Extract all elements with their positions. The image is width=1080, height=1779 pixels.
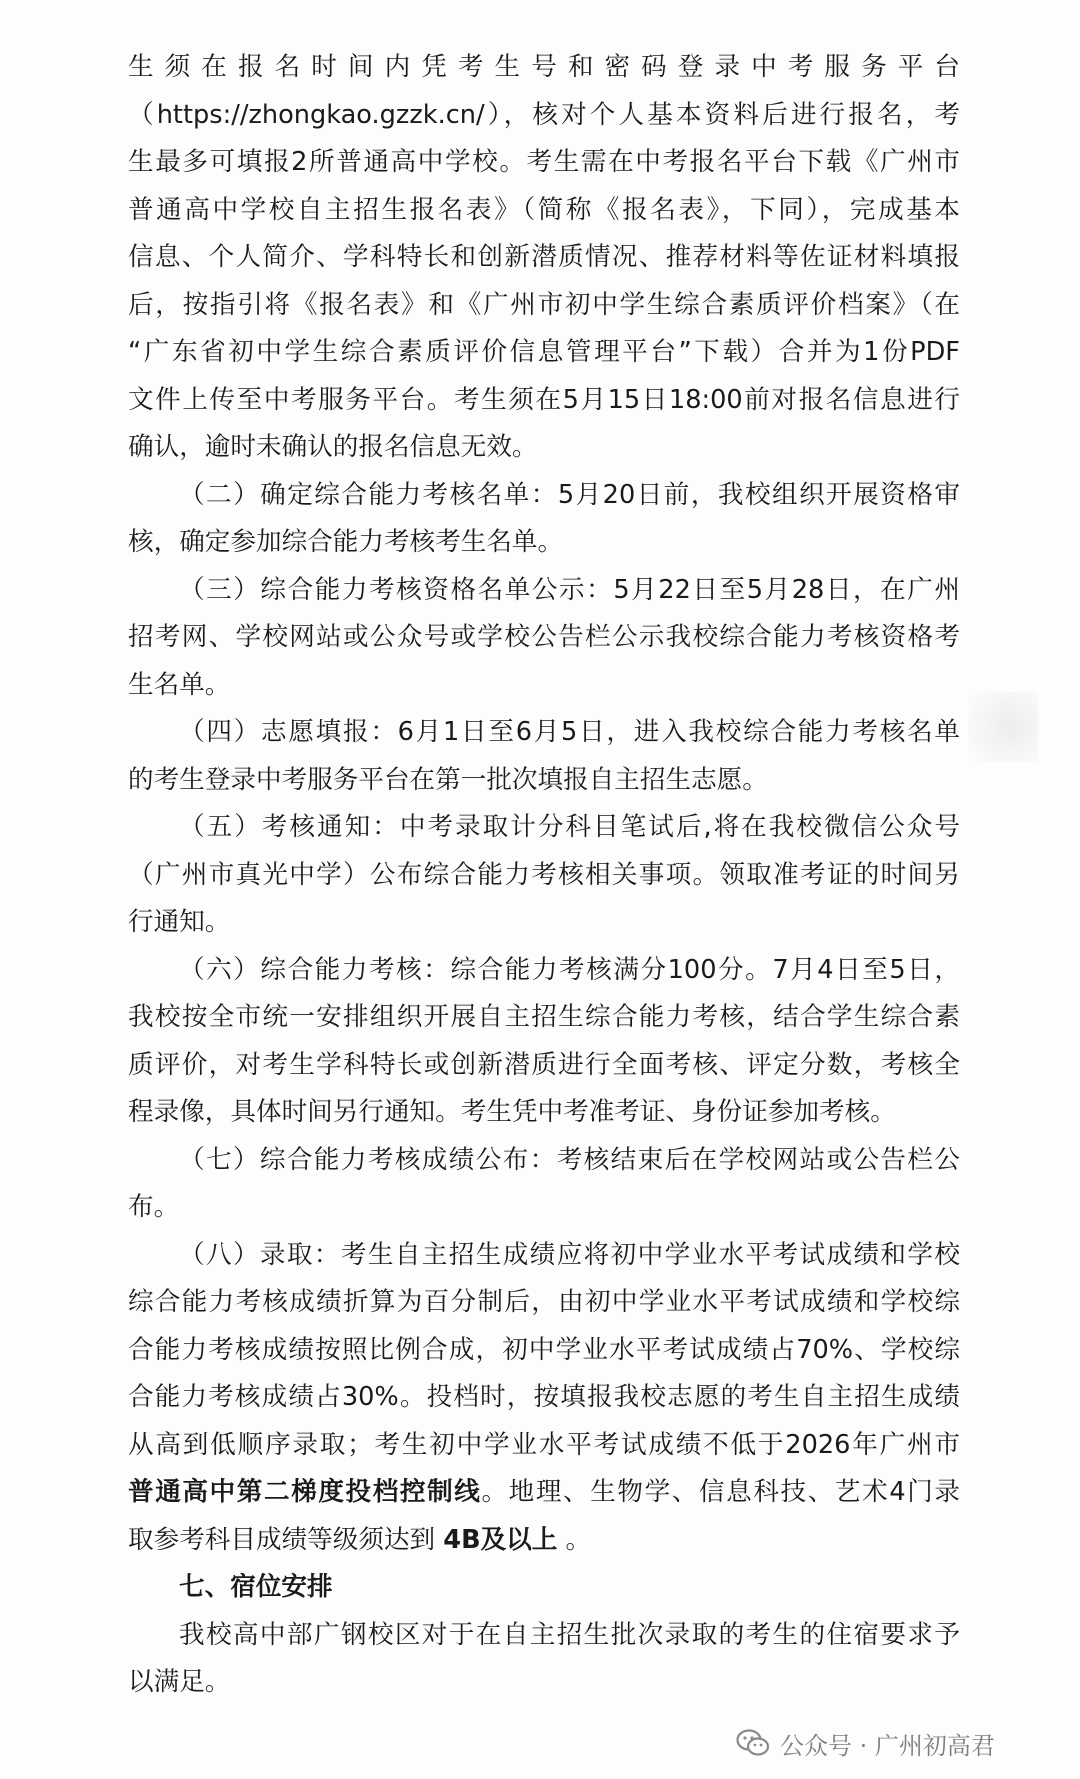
text-line: （广州市真光中学）公布综合能力考核相关事项。领取准考证的时间另 bbox=[128, 859, 960, 890]
text-line: 生须在报名时间内凭考生号和密码登录中考服务平台 bbox=[128, 52, 960, 82]
text-line: 合能力考核成绩按照比例合成，初中学业水平考试成绩占70%、学校综 bbox=[128, 1334, 960, 1365]
text-line: 生名单。 bbox=[128, 669, 231, 700]
text-line: 我校高中部广钢校区对于在自主招生批次录取的考生的住宿要求予 bbox=[179, 1619, 960, 1650]
text-line: 核，确定参加综合能力考核考生名单。 bbox=[128, 527, 564, 557]
text-line: 合能力考核成绩占30%。投档时，按填报我校志愿的考生自主招生成绩 bbox=[128, 1382, 960, 1412]
section-heading: 七、宿位安排 bbox=[179, 1572, 333, 1602]
text-line: 后，按指引将《报名表》和《广州市初中学生综合素质评价档案》（在 bbox=[128, 289, 960, 320]
text-segment: 。 bbox=[557, 1524, 592, 1555]
text-line: （二）确定综合能力考核名单：5月20日前，我校组织开展资格审 bbox=[179, 479, 960, 510]
text-line: 招考网、学校网站或公众号或学校公告栏公示我校综合能力考核资格考 bbox=[128, 622, 960, 652]
scan-artifact bbox=[968, 692, 1038, 762]
text-line: （五）考核通知：中考录取计分科目笔试后,将在我校微信公众号 bbox=[179, 812, 960, 842]
text-line: 信息、个人简介、学科特长和创新潜质情况、推荐材料等佐证材料填报 bbox=[128, 242, 960, 272]
text-line: （三）综合能力考核资格名单公示：5月22日至5月28日，在广州 bbox=[179, 574, 960, 605]
bold-text: 4B及以上 bbox=[443, 1524, 558, 1555]
text-line bbox=[128, 1469, 960, 1517]
text-line: 从高到低顺序录取；考生初中学业水平考试成绩不低于2026年广州市 bbox=[128, 1429, 960, 1460]
text-line: 程录像，具体时间另行通知。考生凭中考准考证、身份证参加考核。 bbox=[128, 1097, 896, 1127]
text-line: （四）志愿填报：6月1日至6月5日，进入我校综合能力考核名单 bbox=[179, 717, 960, 747]
text-line: 综合能力考核成绩折算为百分制后，由初中学业水平考试成绩和学校综 bbox=[128, 1287, 960, 1317]
text-line bbox=[128, 1517, 960, 1565]
text-segment: 取参考科目成绩等级须达到 bbox=[128, 1524, 444, 1555]
text-segment: 。地理、生物学、信息科技、艺术4门录 bbox=[481, 1477, 960, 1507]
text-line: （七）综合能力考核成绩公布：考核结束后在学校网站或公告栏公 bbox=[179, 1144, 960, 1175]
watermark-text: 公众号 · 广州初高君 bbox=[780, 1731, 995, 1760]
text-line: 文件上传至中考服务平台。考生须在5月15日18:00前对报名信息进行 bbox=[128, 384, 960, 415]
text-line: 以满足。 bbox=[128, 1667, 231, 1697]
text-line: 质评价，对考生学科特长或创新潜质进行全面考核、评定分数，考核全 bbox=[128, 1049, 960, 1080]
text-line: （八）录取：考生自主招生成绩应将初中学业水平考试成绩和学校 bbox=[179, 1239, 960, 1270]
text-line: （https://zhongkao.gzzk.cn/），核对个人基本资料后进行报名，考 bbox=[128, 99, 960, 130]
bold-text: 普通高中第二梯度投档控制线 bbox=[128, 1477, 482, 1507]
text-line: 普通高中学校自主招生报名表》（简称《报名表》，下同），完成基本 bbox=[128, 194, 960, 225]
text-line: 生最多可填报2所普通高中学校。考生需在中考报名平台下载《广州市 bbox=[128, 147, 960, 177]
wechat-icon bbox=[736, 1729, 770, 1757]
text-line: “广东省初中学生综合素质评价信息管理平台”下载）合并为1份PDF bbox=[128, 337, 960, 367]
text-line: 布。 bbox=[128, 1192, 180, 1222]
text-line: 我校按全市统一安排组织开展自主招生综合能力考核，结合学生综合素 bbox=[128, 1002, 960, 1032]
text-line: 确认，逾时未确认的报名信息无效。 bbox=[128, 432, 538, 462]
watermark bbox=[736, 1726, 995, 1760]
document-body bbox=[128, 44, 960, 1707]
text-line: 行通知。 bbox=[128, 907, 231, 937]
text-line: 的考生登录中考服务平台在第一批次填报自主招生志愿。 bbox=[128, 764, 768, 795]
text-line: （六）综合能力考核：综合能力考核满分100分。7月4日至5日， bbox=[179, 954, 960, 985]
